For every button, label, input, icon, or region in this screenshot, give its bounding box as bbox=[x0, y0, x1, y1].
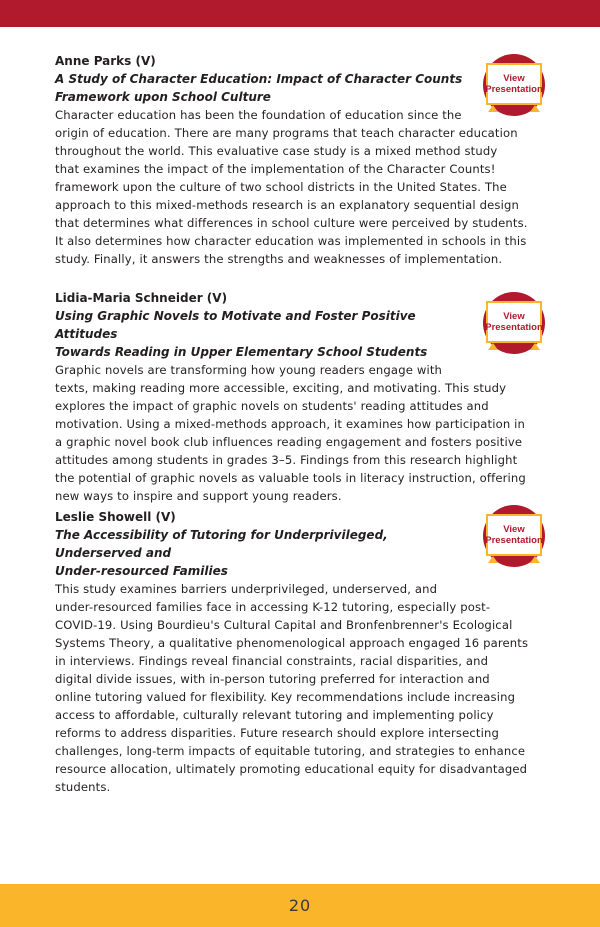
title-line: Under-resourced Families bbox=[55, 564, 228, 578]
button-text-presentation: Presentation bbox=[485, 84, 543, 95]
ribbon-tail-icon bbox=[488, 343, 498, 350]
abstract-entry bbox=[55, 289, 550, 505]
view-presentation-button[interactable] bbox=[483, 54, 545, 116]
abstract-line: the potential of graphic novels as valuable tools in literacy instruction, offering bbox=[55, 471, 526, 485]
abstract-line: approach to this mixed-methods research is an explanatory sequential design bbox=[55, 198, 519, 212]
abstract-line: study. Finally, it answers the strengths and weaknesses of implementation. bbox=[55, 252, 503, 266]
abstract-line: resource allocation, ultimately promoting educational equity for disadvantaged bbox=[55, 762, 528, 776]
title-line: Towards Reading in Upper Elementary School Students bbox=[55, 345, 428, 359]
abstract-line: digital divide issues, with in-person tutoring preferred for interaction and bbox=[55, 672, 490, 686]
abstract-text bbox=[55, 106, 550, 268]
presentation-title bbox=[55, 526, 470, 580]
abstract-line: This study examines barriers underprivileged, underserved, and bbox=[55, 582, 438, 596]
abstract-line: in interviews. Findings reveal financial constraints, racial disparities, and bbox=[55, 654, 489, 668]
abstract-line: online tutoring valued for flexibility. Key recommendations include increasing bbox=[55, 690, 516, 704]
title-line: The Accessibility of Tutoring for Underprivileged, Underserved and bbox=[55, 528, 388, 560]
footer-bar bbox=[0, 884, 600, 927]
abstract-line: framework upon the culture of two school districts in the United States. The bbox=[55, 180, 507, 194]
top-banner bbox=[0, 0, 600, 27]
button-text-view: View bbox=[503, 524, 525, 535]
abstract-entry bbox=[55, 508, 550, 796]
presentation-title bbox=[55, 70, 470, 106]
abstract-line: students. bbox=[55, 780, 111, 794]
abstract-line: a graphic novel book club influences reading engagement and fosters positive bbox=[55, 435, 523, 449]
abstract-line: that determines what differences in school culture were perceived by students. bbox=[55, 216, 528, 230]
title-line: Using Graphic Novels to Motivate and Foster Positive Attitudes bbox=[55, 309, 416, 341]
abstract-line: motivation. Using a mixed-methods approach, it examines how participation in bbox=[55, 417, 526, 431]
title-line: Framework upon School Culture bbox=[55, 90, 271, 104]
abstract-line: COVID-19. Using Bourdieu's Cultural Capital and Bronfenbrenner's Ecological bbox=[55, 618, 513, 632]
abstract-line: new ways to inspire and support young readers. bbox=[55, 489, 342, 503]
abstract-line: that examines the impact of the implementation of the Character Counts! bbox=[55, 162, 496, 176]
abstract-line: reforms to address disparities. Future research should explore intersecting bbox=[55, 726, 499, 740]
abstract-line: challenges, long-term impacts of equitable tutoring, and strategies to enhance bbox=[55, 744, 526, 758]
author-name: Anne Parks (V) bbox=[55, 54, 156, 68]
abstract-line: origin of education. There are many programs that teach character education bbox=[55, 126, 518, 140]
ribbon-tail-icon bbox=[530, 556, 540, 563]
view-presentation-button[interactable] bbox=[483, 505, 545, 567]
view-presentation-label bbox=[486, 63, 542, 105]
abstract-line: Systems Theory, a qualitative phenomenological approach engaged 16 parents bbox=[55, 636, 529, 650]
abstract-line: under-resourced families face in accessing K-12 tutoring, especially post- bbox=[55, 600, 491, 614]
view-presentation-label bbox=[486, 301, 542, 343]
button-text-presentation: Presentation bbox=[485, 322, 543, 333]
page-number: 20 bbox=[288, 896, 312, 915]
ribbon-tail-icon bbox=[488, 556, 498, 563]
button-text-presentation: Presentation bbox=[485, 535, 543, 546]
ribbon-tail-icon bbox=[530, 343, 540, 350]
button-text-view: View bbox=[503, 73, 525, 84]
abstract-text bbox=[55, 580, 550, 796]
abstract-line: Graphic novels are transforming how young readers engage with bbox=[55, 363, 443, 377]
abstract-line: Character education has been the foundation of education since the bbox=[55, 108, 462, 122]
ribbon-tail-icon bbox=[530, 105, 540, 112]
title-line: A Study of Character Education: Impact of Character Counts bbox=[55, 72, 463, 86]
abstract-text bbox=[55, 361, 550, 505]
button-text-view: View bbox=[503, 311, 525, 322]
abstract-line: It also determines how character education was implemented in schools in this bbox=[55, 234, 527, 248]
ribbon-tail-icon bbox=[488, 105, 498, 112]
abstract-line: texts, making reading more accessible, exciting, and motivating. This study bbox=[55, 381, 507, 395]
abstract-entry bbox=[55, 52, 550, 268]
author-name: Lidia-Maria Schneider (V) bbox=[55, 291, 228, 305]
abstract-line: explores the impact of graphic novels on students' reading attitudes and bbox=[55, 399, 489, 413]
abstract-line: access to affordable, culturally relevant tutoring and implementing policy bbox=[55, 708, 494, 722]
abstract-line: throughout the world. This evaluative case study is a mixed method study bbox=[55, 144, 498, 158]
view-presentation-label bbox=[486, 514, 542, 556]
presentation-title bbox=[55, 307, 470, 361]
author-name: Leslie Showell (V) bbox=[55, 510, 176, 524]
view-presentation-button[interactable] bbox=[483, 292, 545, 354]
abstract-line: attitudes among students in grades 3–5. Findings from this research highlight bbox=[55, 453, 518, 467]
